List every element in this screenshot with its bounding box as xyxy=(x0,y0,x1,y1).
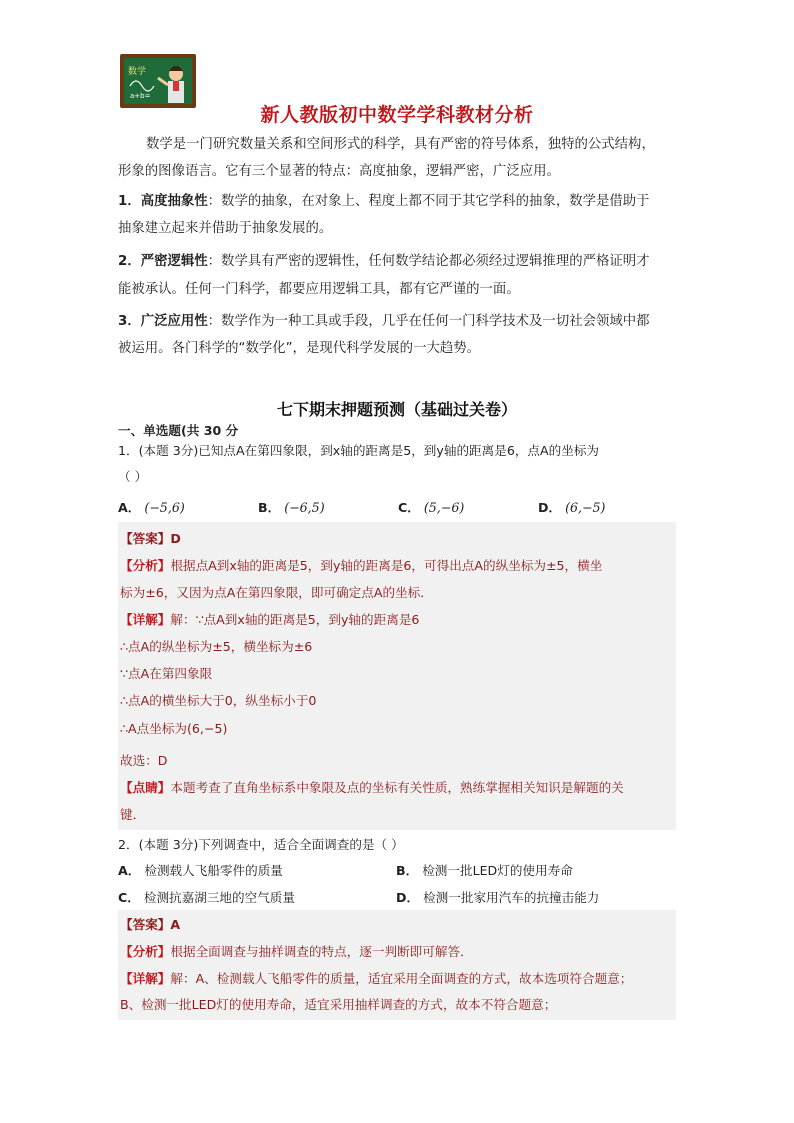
option-text: 检测抗嘉湖三地的空气质量 xyxy=(143,890,295,905)
option-text: (−6,5) xyxy=(284,500,325,515)
option-text: 检测载人飞船零件的质量 xyxy=(144,863,283,878)
analysis-tag: 【分析】 xyxy=(120,558,171,573)
option-text: 检测一批LED灯的使用寿命 xyxy=(422,863,573,878)
feature-3 xyxy=(118,308,678,335)
feature-2-cont xyxy=(118,276,678,303)
analysis-tag: 【分析】 xyxy=(120,944,171,959)
feature-1-label: 1．高度抽象性 xyxy=(118,194,208,209)
detail-tag: 【详解】 xyxy=(120,971,171,986)
q2-stem: 2．(本题 3分)下列调查中，适合全面调查的是（ ） xyxy=(118,837,404,852)
q1-detail-2: ∴点A的纵坐标为±5，横坐标为±6 xyxy=(120,639,313,654)
section-heading: 一、单选题(共 30 分 xyxy=(118,423,239,438)
feature-2-text-2: 能被承认。任何一门科学，都要应用逻辑工具，都有它严谨的一面。 xyxy=(118,282,520,297)
svg-text:a+b=: a+b= xyxy=(130,92,151,100)
q2-detail-2: B、检测一批LED灯的使用寿命，适宜采用抽样调查的方式，故本不符合题意； xyxy=(120,997,557,1012)
option-key: C． xyxy=(118,890,140,905)
intro-line-2: 形象的图像语言。它有三个显著的特点：高度抽象，逻辑严密，广泛应用。 xyxy=(118,164,560,179)
feature-2-label: 2．严密逻辑性 xyxy=(118,254,208,269)
option-text: (6,−5) xyxy=(565,500,606,515)
detail-text: 解：A、检测载人飞船零件的质量，适宜采用全面调查的方式，故本选项符合题意； xyxy=(170,971,633,986)
intro-paragraph-cont xyxy=(118,158,678,185)
option-text: 检测一批家用汽车的抗撞击能力 xyxy=(423,890,600,905)
option-key: A． xyxy=(118,500,141,515)
q2-option-a xyxy=(118,860,283,879)
q2-solution-box xyxy=(118,910,676,1020)
comment-tag: 【点睛】 xyxy=(120,780,171,795)
analysis-text: 根据全面调查与抽样调查的特点，逐一判断即可解答． xyxy=(170,944,473,959)
exam-title: 七下期末押题预测（基础过关卷） xyxy=(276,400,517,419)
q1-detail-4: ∴点A的横坐标大于0，纵坐标小于0 xyxy=(120,693,317,708)
option-key: B． xyxy=(396,863,419,878)
q1-answer: 【答案】D xyxy=(120,531,181,546)
option-key: A． xyxy=(118,863,141,878)
feature-2 xyxy=(118,248,678,275)
q1-stem-cont: （ ） xyxy=(118,469,148,484)
feature-3-label: 3．广泛应用性 xyxy=(118,314,208,329)
feature-3-text-2: 被运用。各门科学的“数学化”，是现代科学发展的一大趋势。 xyxy=(118,341,481,356)
option-key: D． xyxy=(396,890,420,905)
detail-text: 解：∵点A到x轴的距离是5，到y轴的距离是6 xyxy=(170,612,420,627)
q2-detail xyxy=(120,968,632,987)
svg-text:数学: 数学 xyxy=(128,67,147,77)
q1-solution-box xyxy=(118,522,676,830)
analysis-text: 根据点A到x轴的距离是5，到y轴的距离是6，可得出点A的纵坐标为±5，横坐 xyxy=(170,558,603,573)
intro-paragraph xyxy=(118,131,678,158)
q1-detail xyxy=(120,609,419,628)
q2-analysis xyxy=(120,941,473,960)
q1-option-c xyxy=(398,497,464,516)
option-text: (−5,6) xyxy=(144,500,185,515)
comment-text: 本题考查了直角坐标系中象限及点的坐标有关性质，熟练掌握相关知识是解题的关 xyxy=(170,780,624,795)
feature-1-cont xyxy=(118,215,678,242)
intro-line-1: 数学是一门研究数量关系和空间形式的科学，具有严密的符号体系，独特的公式结构， xyxy=(146,137,655,152)
detail-tag: 【详解】 xyxy=(120,612,171,627)
feature-1-text-2: 抽象建立起来并借助于抽象发展的。 xyxy=(118,221,333,236)
feature-1 xyxy=(118,188,678,215)
option-key: D． xyxy=(538,500,562,515)
q1-option-a xyxy=(118,497,185,516)
q1-detail-5: ∴A点坐标为(6,−5) xyxy=(120,721,228,736)
feature-3-cont xyxy=(118,335,678,362)
q2-option-d xyxy=(396,887,599,906)
option-key: B． xyxy=(258,500,281,515)
q2-option-c xyxy=(118,887,295,906)
q1-stem: 1．(本题 3分)已知点A在第四象限，到x轴的距离是5，到y轴的距离是6，点A的坐标为 xyxy=(118,443,600,458)
q1-detail-3: ∵点A在第四象限 xyxy=(120,666,213,681)
q1-option-b xyxy=(258,497,325,516)
feature-3-text: ：数学作为一种工具或手段，几乎在任何一门科学技术及一切社会领域中都 xyxy=(207,314,650,329)
option-text: (5,−6) xyxy=(423,500,465,515)
q1-comment xyxy=(120,777,624,796)
feature-1-text: ：数学的抽象，在对象上、程度上都不同于其它学科的抽象，数学是借助于 xyxy=(207,194,650,209)
feature-2-text: ：数学具有严密的逻辑性，任何数学结论都必须经过逻辑推理的严格证明才 xyxy=(207,254,650,269)
q2-option-b xyxy=(396,860,573,879)
option-key: C． xyxy=(398,500,420,515)
q1-analysis-cont: 标为±6，又因为点A在第四象限，即可确定点A的坐标． xyxy=(120,585,433,600)
q1-option-d xyxy=(538,497,605,516)
page-title: 新人教版初中数学学科教材分析 xyxy=(260,104,534,126)
q1-analysis xyxy=(120,555,602,574)
q1-comment-cont: 键． xyxy=(120,807,146,822)
q2-answer: 【答案】A xyxy=(120,917,181,932)
q1-choice: 故选：D xyxy=(120,753,168,768)
